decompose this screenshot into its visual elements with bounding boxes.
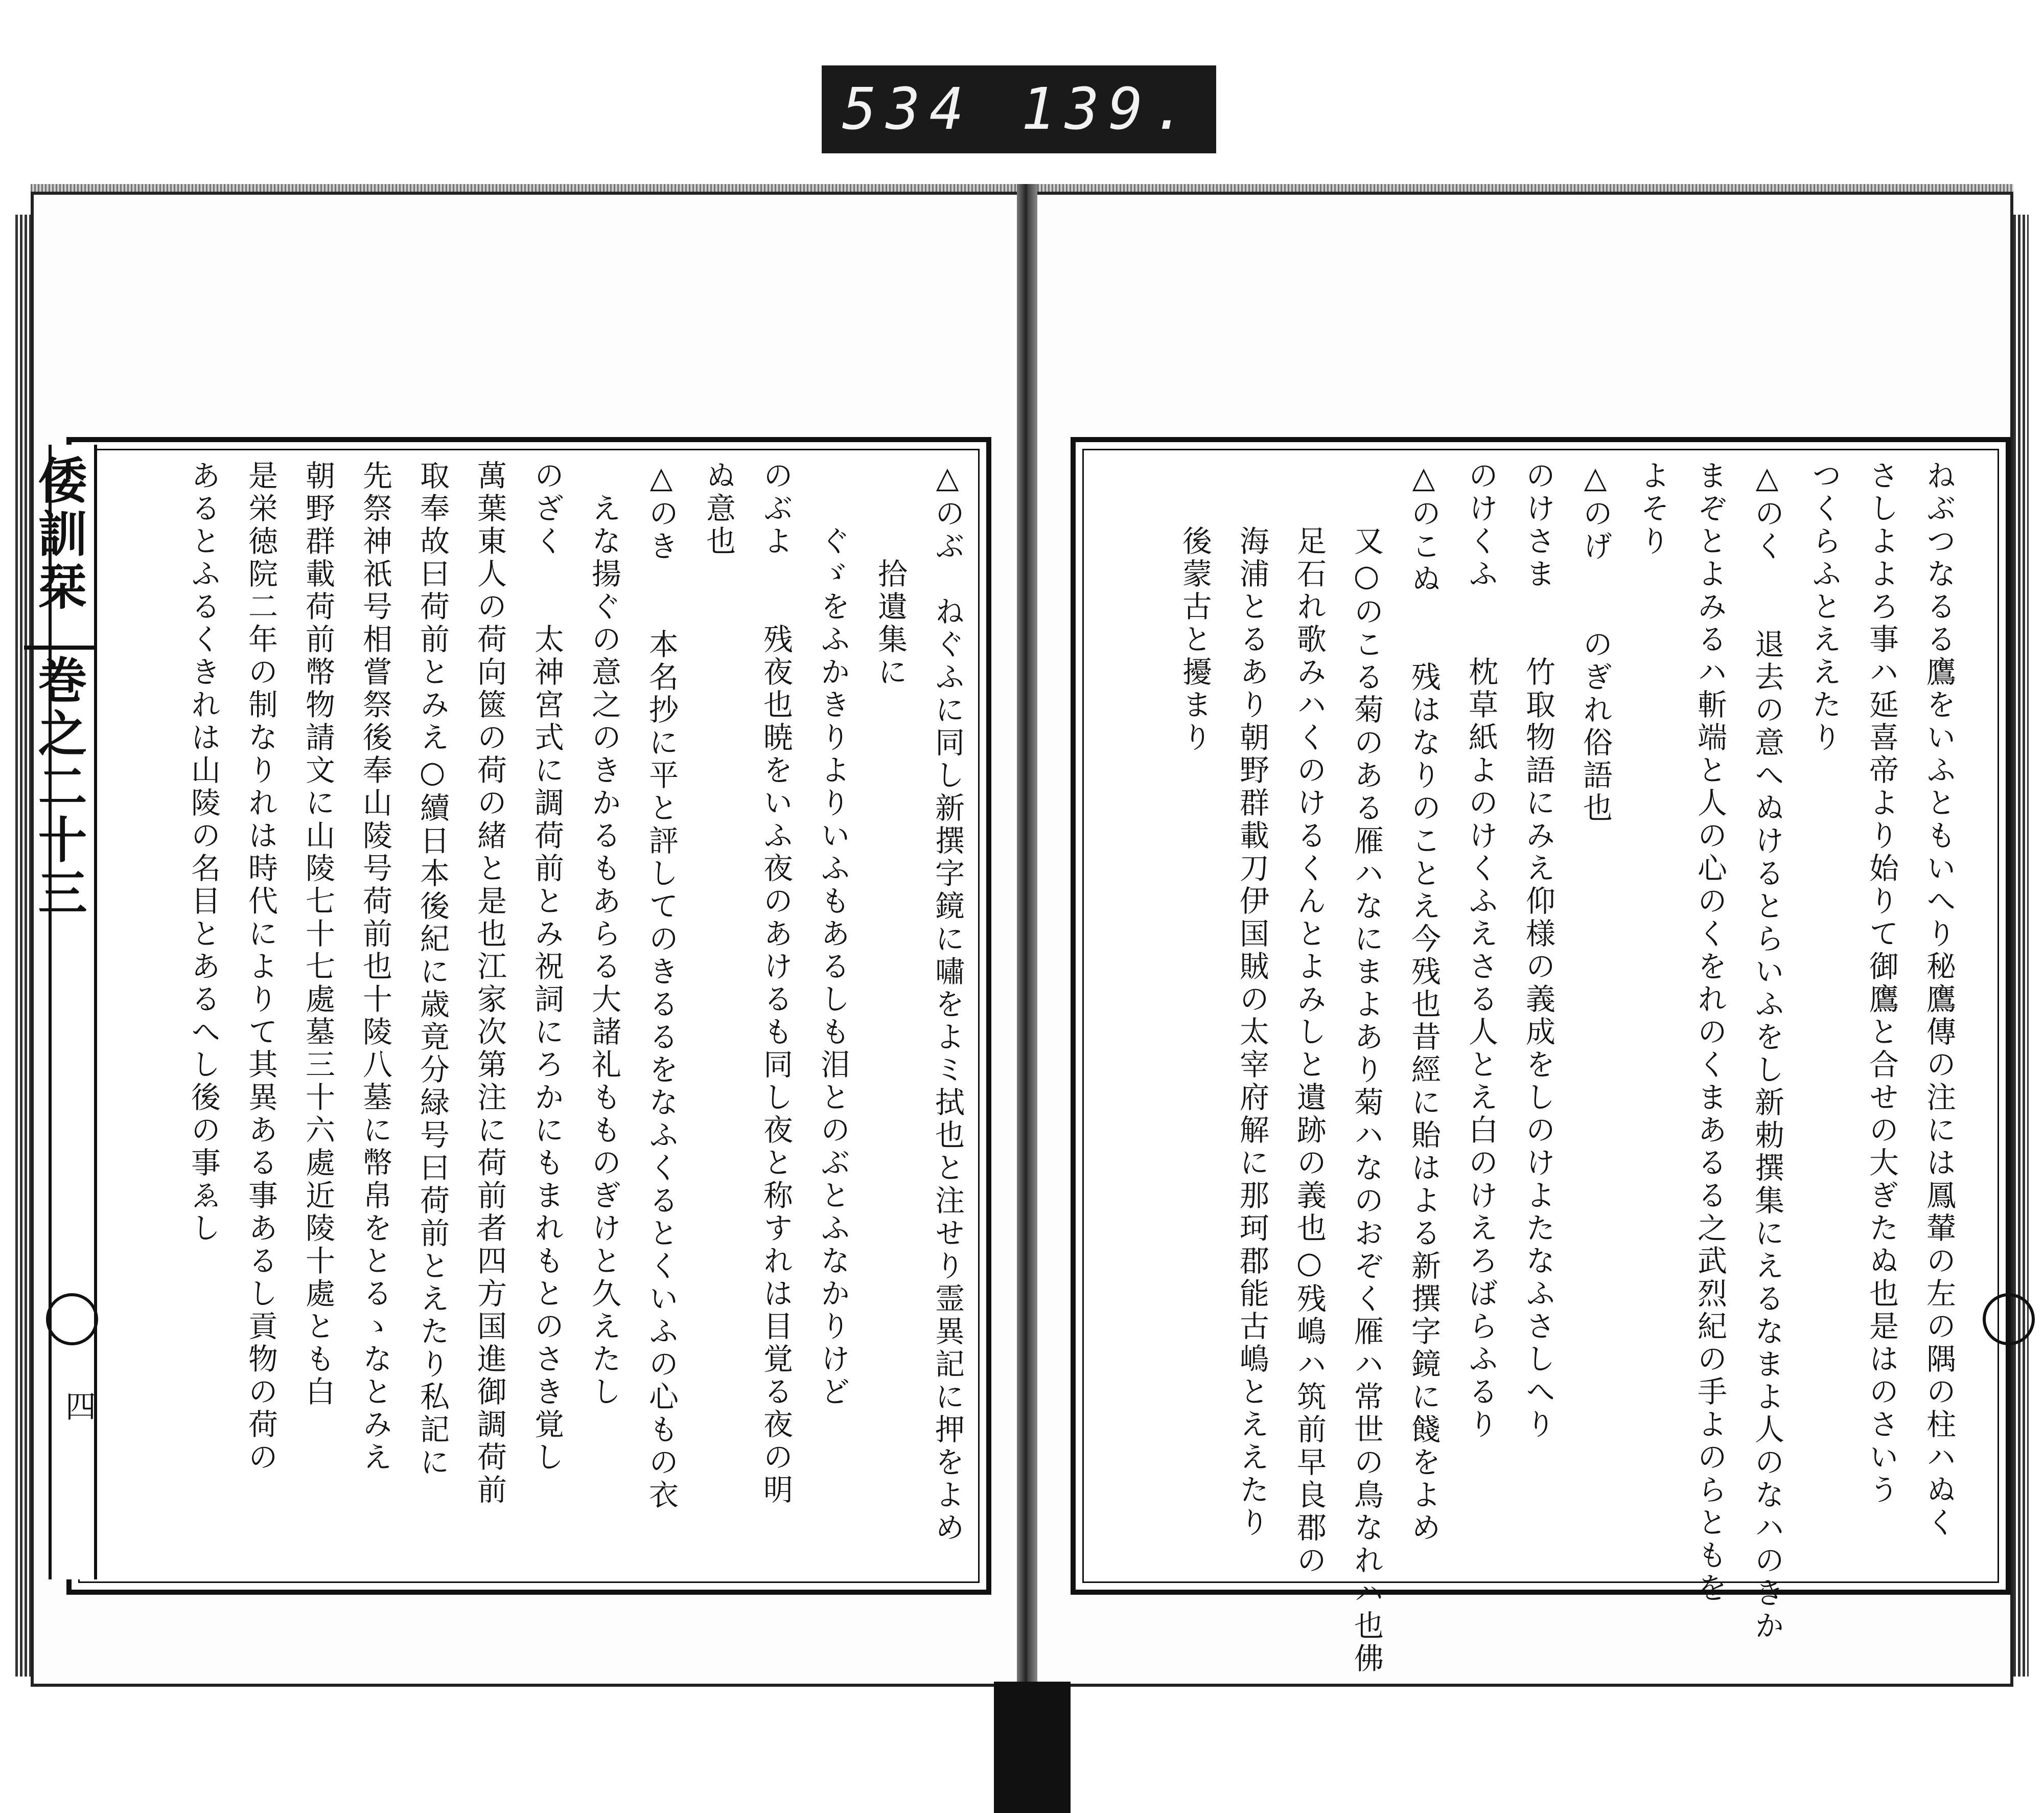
scan-label-right: 139.: [1021, 76, 1196, 143]
text-column: △のぶ ねぐふに同し新撰字鏡に嘯をよミ拭也と注せり霊異記に押をよめ: [930, 460, 965, 1545]
text-column: △のこぬ 残はなりのことえ今残也昔經に貽はよる新撰字鏡に餞をよめ: [1406, 460, 1441, 1545]
text-column: 朝野群載荷前幣物請文に山陵七十七處墓三十六處近陵十處とも白: [300, 460, 335, 1409]
spine-shadow: [994, 1682, 1071, 1813]
text-column: あるとふるくきれは山陵の名目とあるへし後の事ゑし: [186, 460, 221, 1245]
text-column: 取奉故曰荷前とみえ○續日本後紀に歳竟分緑号曰荷前とえたり私記に: [415, 460, 450, 1479]
text-column: つくらふとええたり: [1807, 460, 1842, 754]
volume-label: 巻之二十三: [24, 646, 94, 921]
text-column: 拾遺集に: [873, 460, 908, 689]
text-column: ぬ意也: [701, 460, 736, 558]
text-column: のざく 太神宮式に調荷前とみ祝詞にろかにもまれもとのさき覚し: [529, 460, 564, 1474]
leaf-number: 四: [60, 1390, 96, 1421]
right-page-text: [1104, 460, 1967, 1676]
page-edge-left: [15, 215, 31, 1677]
right-page-edge-strip: [1988, 445, 2016, 1569]
text-column: ぐゞをふかきりよりいふもあるしも泪とのぶとふなかりけど: [816, 460, 850, 1409]
left-page-text: [107, 460, 976, 1574]
text-column: △のき 本名抄に平と評してのきるるをなふくるとくいふの心もの衣: [644, 460, 679, 1512]
text-column: 又○のこる菊のある雁ハなにまよあり菊ハなのおぞく雁ハ常世の鳥なれハ也佛: [1349, 460, 1384, 1676]
text-column: △のく 退去の意へぬけるとらいふをし新勅撰集にえるなまよ人のなハのきか: [1750, 460, 1784, 1643]
text-column: 足石れ歌みハくのけるくんとよみしと遺跡の義也○残嶋ハ筑前早良郡の: [1292, 460, 1327, 1577]
text-column: 是栄徳院二年の制なりれは時代によりて其異ある事あるし貢物の荷の: [243, 460, 278, 1474]
book-spine: [1017, 184, 1037, 1692]
text-column: 先祭神祇号相嘗祭後奉山陵号荷前也十陵八墓に幣帛をとるゝなとみえ: [358, 460, 392, 1474]
text-column: のぶよ 残夜也暁をいふ夜のあけるも同し夜と称すれは目覚る夜の明: [758, 460, 793, 1507]
text-column: △のげ のぎれ俗語也: [1578, 460, 1613, 825]
text-column: よそり: [1635, 460, 1670, 558]
text-column: 海浦とるあり朝野群載刀伊国賊の太宰府解に那珂郡能古嶋とええたり: [1235, 460, 1269, 1540]
text-column: 萬葉東人の荷向篋の荷の緒と是也江家次第注に荷前者四方国進御調荷前: [472, 460, 507, 1507]
text-column: ねぶつなるる鷹をいふともいへり秘鷹傳の注には鳳輦の左の隅の柱ハぬく: [1921, 460, 1956, 1540]
text-column: 後蒙古と擾まり: [1177, 460, 1212, 754]
text-column: まぞとよみるハ斬端と人の心のくをれのくまあるる之武烈紀の手よのらともを: [1692, 460, 1727, 1605]
text-column: えな揚ぐの意之のきかるもあらる大諸礼もものぎけと久えたし: [587, 460, 621, 1409]
text-column: のけくふ 枕草紙よのけくふえさる人とえ白のけえろばらふるり: [1464, 460, 1498, 1441]
scan-label: [822, 65, 1216, 153]
book-title: 倭訓栞: [30, 455, 88, 614]
text-column: さしよよろ事ハ延喜帝より始りて御鷹と合せの大ぎたぬ也是はのさいう: [1864, 460, 1899, 1507]
scan-label-left: 534: [842, 76, 973, 143]
text-column: のけさま 竹取物語にみえ仰様の義成をしのけよたなふさしへり: [1521, 460, 1555, 1441]
binding-hole-left: [46, 1293, 98, 1345]
